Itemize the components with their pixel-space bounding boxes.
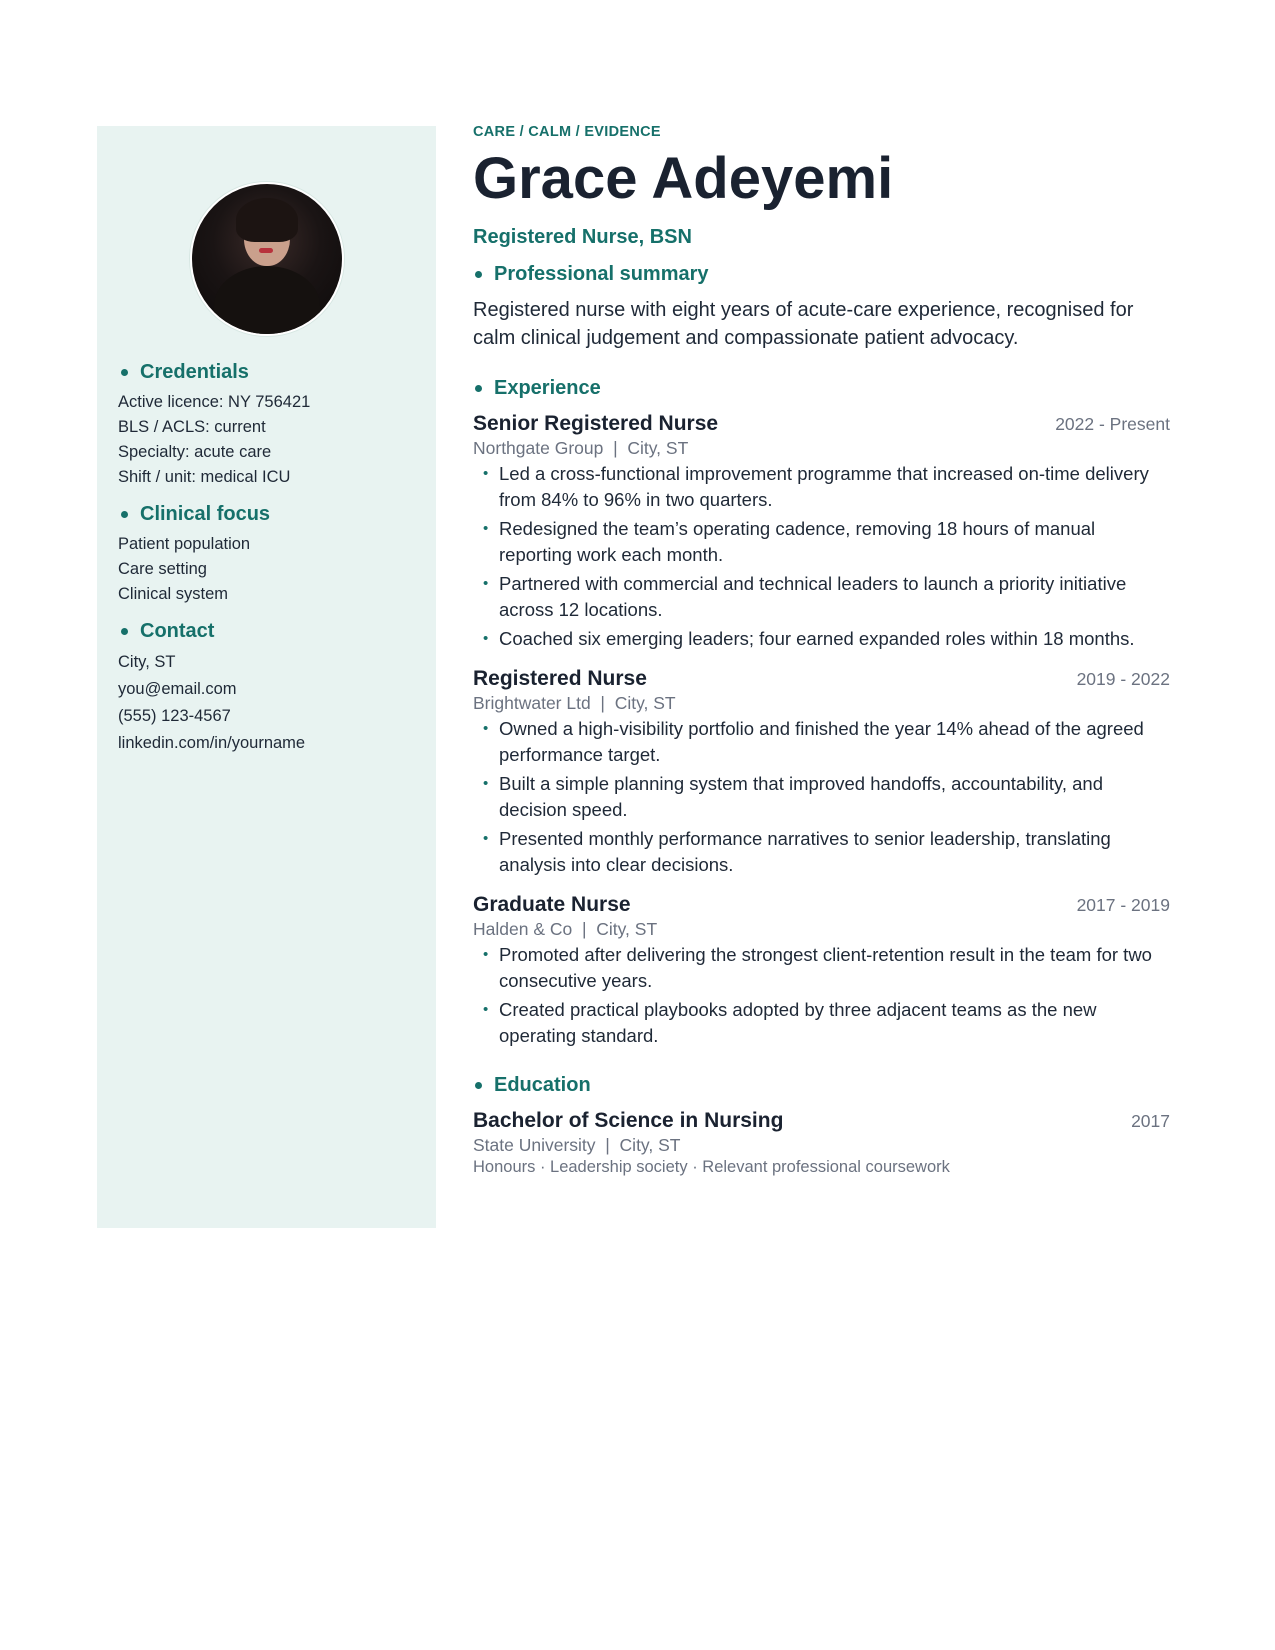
bullet-dot-icon <box>121 628 128 635</box>
education-entry <box>473 1109 1170 1177</box>
credential-item: Active licence: NY 756421 <box>118 393 311 411</box>
job-header <box>473 893 1170 917</box>
profile-photo <box>190 182 344 336</box>
job-dates: 2022 - Present <box>1055 414 1170 434</box>
degree-title: Bachelor of Science in Nursing <box>473 1109 784 1132</box>
job-header <box>473 667 1170 691</box>
credential-item: Specialty: acute care <box>118 443 272 461</box>
photo-body-shape <box>214 266 320 336</box>
job-bullet: • Led a cross-functional improvement programme that increased on-time delivery from 84% to 96% in two quarters. <box>473 461 1170 513</box>
education-section <box>473 1074 1170 1177</box>
bullet-dot-icon <box>121 511 128 518</box>
job-bullet: • Owned a high-visibility portfolio and finished the year 14% ahead of the agreed performance target. <box>473 716 1170 768</box>
job-entry <box>473 893 1170 1049</box>
job-title: Graduate Nurse <box>473 893 631 916</box>
clinical-focus-item: Care setting <box>118 560 207 578</box>
tagline: CARE / CALM / EVIDENCE <box>473 124 661 140</box>
summary-section <box>473 263 1170 352</box>
education-school: State University | City, ST <box>473 1135 681 1155</box>
bullet-dot-icon <box>121 369 128 376</box>
summary-text: Registered nurse with eight years of acute-care experience, recognised for calm clinical judgement and compassionate patient advocacy. <box>473 299 1134 349</box>
clinical-focus-list <box>118 532 415 607</box>
job-bullets <box>473 942 1170 1049</box>
job-bullet: • Presented monthly performance narratives to senior leadership, translating analysis into clear decisions. <box>473 826 1170 878</box>
education-year: 2017 <box>1131 1111 1170 1131</box>
contact-phone: (555) 123-4567 <box>118 707 231 725</box>
clinical-focus-item: Clinical system <box>118 585 229 603</box>
job-entry <box>473 412 1170 652</box>
credentials-section <box>118 361 415 490</box>
clinical-focus-heading: Clinical focus <box>118 503 415 526</box>
credentials-heading: Credentials <box>118 361 415 384</box>
job-dates: 2019 - 2022 <box>1076 669 1170 689</box>
job-bullets <box>473 461 1170 652</box>
clinical-focus-item: Patient population <box>118 535 251 553</box>
bullet-dot-icon <box>475 271 482 278</box>
job-title: Senior Registered Nurse <box>473 412 719 435</box>
job-company: Brightwater Ltd | City, ST <box>473 693 676 713</box>
photo-lips-shape <box>259 248 273 253</box>
job-bullet: • Partnered with commercial and technical leaders to launch a priority initiative across 12 locations. <box>473 571 1170 623</box>
job-bullet: • Created practical playbooks adopted by three adjacent teams as the new operating standard. <box>473 997 1170 1049</box>
clinical-focus-section <box>118 503 415 607</box>
job-bullet: • Coached six emerging leaders; four earned expanded roles within 18 months. <box>473 626 1170 652</box>
sidebar <box>97 126 436 1228</box>
credential-item: BLS / ACLS: current <box>118 418 266 436</box>
main-content <box>473 124 1170 1177</box>
job-header <box>473 412 1170 436</box>
education-heading: Education <box>473 1074 1170 1097</box>
experience-heading: Experience <box>473 377 1170 400</box>
job-dates: 2017 - 2019 <box>1076 895 1170 915</box>
candidate-role: Registered Nurse, BSN <box>473 226 692 248</box>
contact-heading: Contact <box>118 620 415 643</box>
job-bullet: • Promoted after delivering the strongest client-retention result in the team for two consecutive years. <box>473 942 1170 994</box>
job-title: Registered Nurse <box>473 667 647 690</box>
job-company: Northgate Group | City, ST <box>473 438 689 458</box>
job-entry <box>473 667 1170 878</box>
contact-section <box>118 620 415 757</box>
education-details: Honours · Leadership society · Relevant professional coursework <box>473 1158 950 1176</box>
contact-email[interactable]: you@email.com <box>118 680 237 698</box>
bullet-dot-icon <box>475 1082 482 1089</box>
candidate-name: Grace Adeyemi <box>473 146 894 211</box>
job-bullets <box>473 716 1170 878</box>
experience-section <box>473 377 1170 1049</box>
credential-item: Shift / unit: medical ICU <box>118 468 291 486</box>
credentials-list <box>118 390 415 490</box>
job-bullet: • Redesigned the team’s operating cadence, removing 18 hours of manual reporting work each month. <box>473 516 1170 568</box>
job-bullet: • Built a simple planning system that improved handoffs, accountability, and decision speed. <box>473 771 1170 823</box>
job-company: Halden & Co | City, ST <box>473 919 658 939</box>
bullet-dot-icon <box>475 385 482 392</box>
contact-location: City, ST <box>118 653 176 671</box>
education-header <box>473 1109 1170 1133</box>
contact-list <box>118 649 415 757</box>
contact-linkedin[interactable]: linkedin.com/in/yourname <box>118 734 306 752</box>
summary-heading: Professional summary <box>473 263 1170 286</box>
photo-hair-shape <box>236 198 298 242</box>
